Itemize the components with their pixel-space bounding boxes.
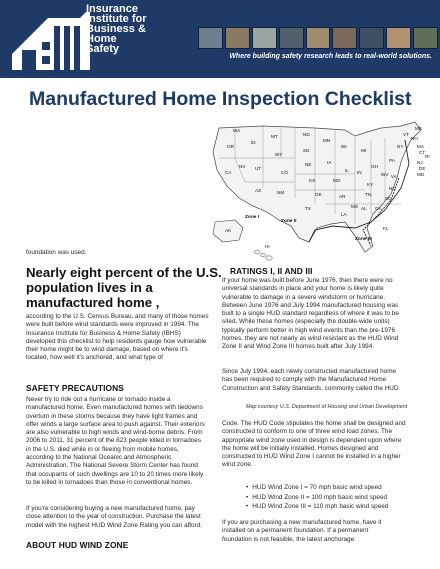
state-label: SD xyxy=(303,148,310,153)
state-label: RI xyxy=(425,154,430,159)
text-line: Zone II and Wind Zone III homes built after July 1994. xyxy=(222,343,375,351)
state-label: NM xyxy=(277,190,285,195)
text-line: model with the highest HUD Wind Zone Rating you can afford. xyxy=(26,521,203,529)
header-photo xyxy=(332,27,357,49)
state-label: CT xyxy=(419,150,426,155)
state-label: CA xyxy=(225,170,232,175)
text-line: Never try to ride out a hurricane or tornado inside a xyxy=(26,396,171,403)
safety-paragraph xyxy=(26,396,216,487)
state-label: UT xyxy=(255,166,262,171)
page-title: Manufactured Home Inspection Checklist xyxy=(29,88,412,110)
state-label: NC xyxy=(389,186,396,191)
intro-tail: foundation was used. xyxy=(26,249,87,256)
state-label: CO xyxy=(281,170,288,175)
list-item: • HUD Wind Zone I = 70 mph basic wind speed xyxy=(246,483,388,493)
safety-heading: SAFETY PRECAUTIONS xyxy=(26,383,124,393)
state-label: AR xyxy=(339,194,346,199)
state-label: NJ xyxy=(417,160,423,165)
text-line: vulnerable to damage in a severe windstorm or hurricane. xyxy=(222,293,386,301)
state-label: IA xyxy=(327,160,332,165)
text-line: in the U.S. died while in or fleeing from mobile homes, xyxy=(26,445,179,453)
text-line: that occupants of such dwellings are 10 to 20 times more likely xyxy=(26,470,204,478)
text-line: sited. While these homes (especially the double-wide units) xyxy=(222,318,390,326)
text-line: If you are purchasing a new manufactured home, have it xyxy=(222,519,382,526)
text-line: the home will be initially installed. Homes designed and xyxy=(222,444,379,452)
state-label: LA xyxy=(341,212,347,217)
about-hud-heading: ABOUT HUD WIND ZONE xyxy=(26,540,129,550)
since-1994-paragraph xyxy=(222,368,427,393)
state-label: IL xyxy=(345,168,349,173)
state-label: TN xyxy=(365,192,372,197)
text-line: Code. The HUD Code stipulates the home shall be designed and xyxy=(222,420,406,427)
header-photo xyxy=(225,27,250,49)
ratings-paragraph xyxy=(222,277,427,352)
text-line: are also vulnerable to high winds and wind-borne debris. From xyxy=(26,429,203,437)
text-line: close attention to the year of construction. Purchase the latest xyxy=(26,513,201,521)
state-label: MA xyxy=(417,144,424,149)
text-line: installed on a permanent foundation. If a permanent xyxy=(222,527,369,535)
state-label: VA xyxy=(391,174,397,179)
list-item: • HUD Wind Zone II = 100 mph basic wind speed xyxy=(246,493,388,503)
purchase-paragraph xyxy=(222,519,427,544)
state-label: TX xyxy=(305,206,311,211)
state-label: OR xyxy=(227,144,234,149)
headline-line: Nearly eight percent of the U.S. xyxy=(26,265,222,280)
zone-label: Zone III xyxy=(355,237,372,242)
organization-name: Insurance Institute for Business & Home Safety xyxy=(86,3,147,55)
headline-line: population lives in a xyxy=(26,280,153,295)
text-line: If your home was built before June 1976, then there were no xyxy=(222,277,393,284)
zone-label: Zone I xyxy=(245,215,260,220)
state-label: AL xyxy=(361,206,367,211)
text-line: overturn in these storms because they have light frames and xyxy=(26,412,198,420)
hud-code-paragraph xyxy=(222,420,427,470)
headline-line: manufactured home , xyxy=(26,295,160,310)
text-line: 2006 to 2011, 31 percent of the 823 people killed in tornadoes xyxy=(26,437,202,445)
text-line: Since July 1994, each newly constructed manufactured home xyxy=(222,368,397,375)
header-photo xyxy=(413,27,438,49)
state-label: AK xyxy=(225,228,232,233)
text-line: Construction and Safety Standards, commonly called the HUD xyxy=(222,384,399,392)
text-line: according to the National Oceanic and Atmospheric xyxy=(26,454,172,462)
ratings-heading: RATINGS I, II AND III xyxy=(230,266,313,276)
state-label: HI xyxy=(265,244,270,249)
header-photo xyxy=(359,27,384,49)
state-label: ND xyxy=(303,132,310,137)
state-label: MI xyxy=(361,148,367,153)
state-label: ID xyxy=(251,140,256,145)
list-item: • HUD Wind Zone III = 110 mph basic wind speed xyxy=(246,502,388,512)
header-banner xyxy=(0,0,440,78)
text-line: developed this checklist to help residents gauge how vulnerable xyxy=(26,337,207,345)
text-line: has been required to comply with the Manufactured Home xyxy=(222,376,387,384)
text-line: offer winds a large surface area to push against. Their exteriors xyxy=(26,420,205,428)
text-line: constructed to conform to one of three wind load zones. The xyxy=(222,428,393,436)
state-label: OH xyxy=(371,164,378,169)
state-label: FL xyxy=(383,226,389,231)
text-line: Administration. The National Severe Storm Center has found xyxy=(26,462,198,470)
state-label: MD xyxy=(417,172,425,177)
state-label: KY xyxy=(367,182,374,187)
text-line: appropriate wind zone used in design is dependent upon where xyxy=(222,436,402,444)
state-label: MT xyxy=(271,134,278,139)
header-photo xyxy=(198,27,223,49)
state-label: NY xyxy=(397,144,404,149)
purchase-advice-paragraph xyxy=(26,505,216,530)
wind-speed-list xyxy=(246,483,388,512)
text-line: their home might be to wind damage, based on where it's xyxy=(26,346,188,354)
state-label: WA xyxy=(233,128,241,133)
text-line: Insurance Institute for Business & Home Safety (IBHS) xyxy=(26,329,181,337)
state-label: WY xyxy=(275,152,283,157)
state-label: ME xyxy=(415,126,422,131)
text-line: foundation is not feasible, the latest anchorage xyxy=(222,535,355,543)
state-label: DE xyxy=(419,166,426,171)
text-line: wind zone. xyxy=(222,461,253,469)
text-line: typically perform better in high wind events than the pre-1976 xyxy=(222,326,395,334)
header-photo xyxy=(306,27,331,49)
text-line: homes, they are not nearly as wind resistant as the HUD Wind xyxy=(222,335,399,343)
state-label: NE xyxy=(305,162,312,167)
header-photo xyxy=(279,27,304,49)
state-label: MS xyxy=(351,204,358,209)
map-caption: Map courtesy U.S. Department of Housing and Urban Development xyxy=(246,404,408,410)
state-label: WV xyxy=(381,172,389,177)
text-line: to be killed in tornadoes than those in conventional homes. xyxy=(26,478,193,486)
text-line: constructed to HUD Wind Zone I cannot be installed in a higher xyxy=(222,453,401,461)
state-label: NV xyxy=(239,164,246,169)
state-label: SC xyxy=(385,196,392,201)
text-line: universal standards in place and your home is likely quite xyxy=(222,285,384,293)
state-label: MO xyxy=(333,178,341,183)
state-label: WI xyxy=(341,144,347,149)
text-line: built to a single HUD standard regardless of where it was to be xyxy=(222,310,399,318)
text-line: according to the U.S. Census Bureau, and many of those homes xyxy=(26,313,209,320)
state-label: MN xyxy=(323,138,331,143)
header-photo xyxy=(386,27,411,49)
zone-label: Zone II xyxy=(281,219,297,224)
header-photo xyxy=(252,27,277,49)
tagline: Where building safety research leads to real-world solutions. xyxy=(229,53,432,60)
state-label: GA xyxy=(375,206,382,211)
state-label: NH xyxy=(411,136,418,141)
text-line: Between June 1976 and July 1994 manufactured housing was xyxy=(222,301,399,309)
state-label: IN xyxy=(357,170,362,175)
state-label: AZ xyxy=(255,188,261,193)
text-line: manufactured home. Even manufactured homes with tiedowns xyxy=(26,404,203,412)
text-line: If you're considering buying a new manufactured home, pay xyxy=(26,505,195,512)
state-label: VT xyxy=(403,132,409,137)
state-label: PA xyxy=(389,158,395,163)
text-line: located, how well it's anchored, and what type of xyxy=(26,354,163,362)
intro-paragraph xyxy=(26,313,216,363)
headline xyxy=(26,265,226,310)
text-line: were built before wind standards were improved in 1994. The xyxy=(26,321,199,329)
wind-zone-map xyxy=(205,118,435,263)
state-label: KS xyxy=(309,178,316,183)
state-label: OK xyxy=(315,192,322,197)
photo-strip xyxy=(198,27,438,49)
